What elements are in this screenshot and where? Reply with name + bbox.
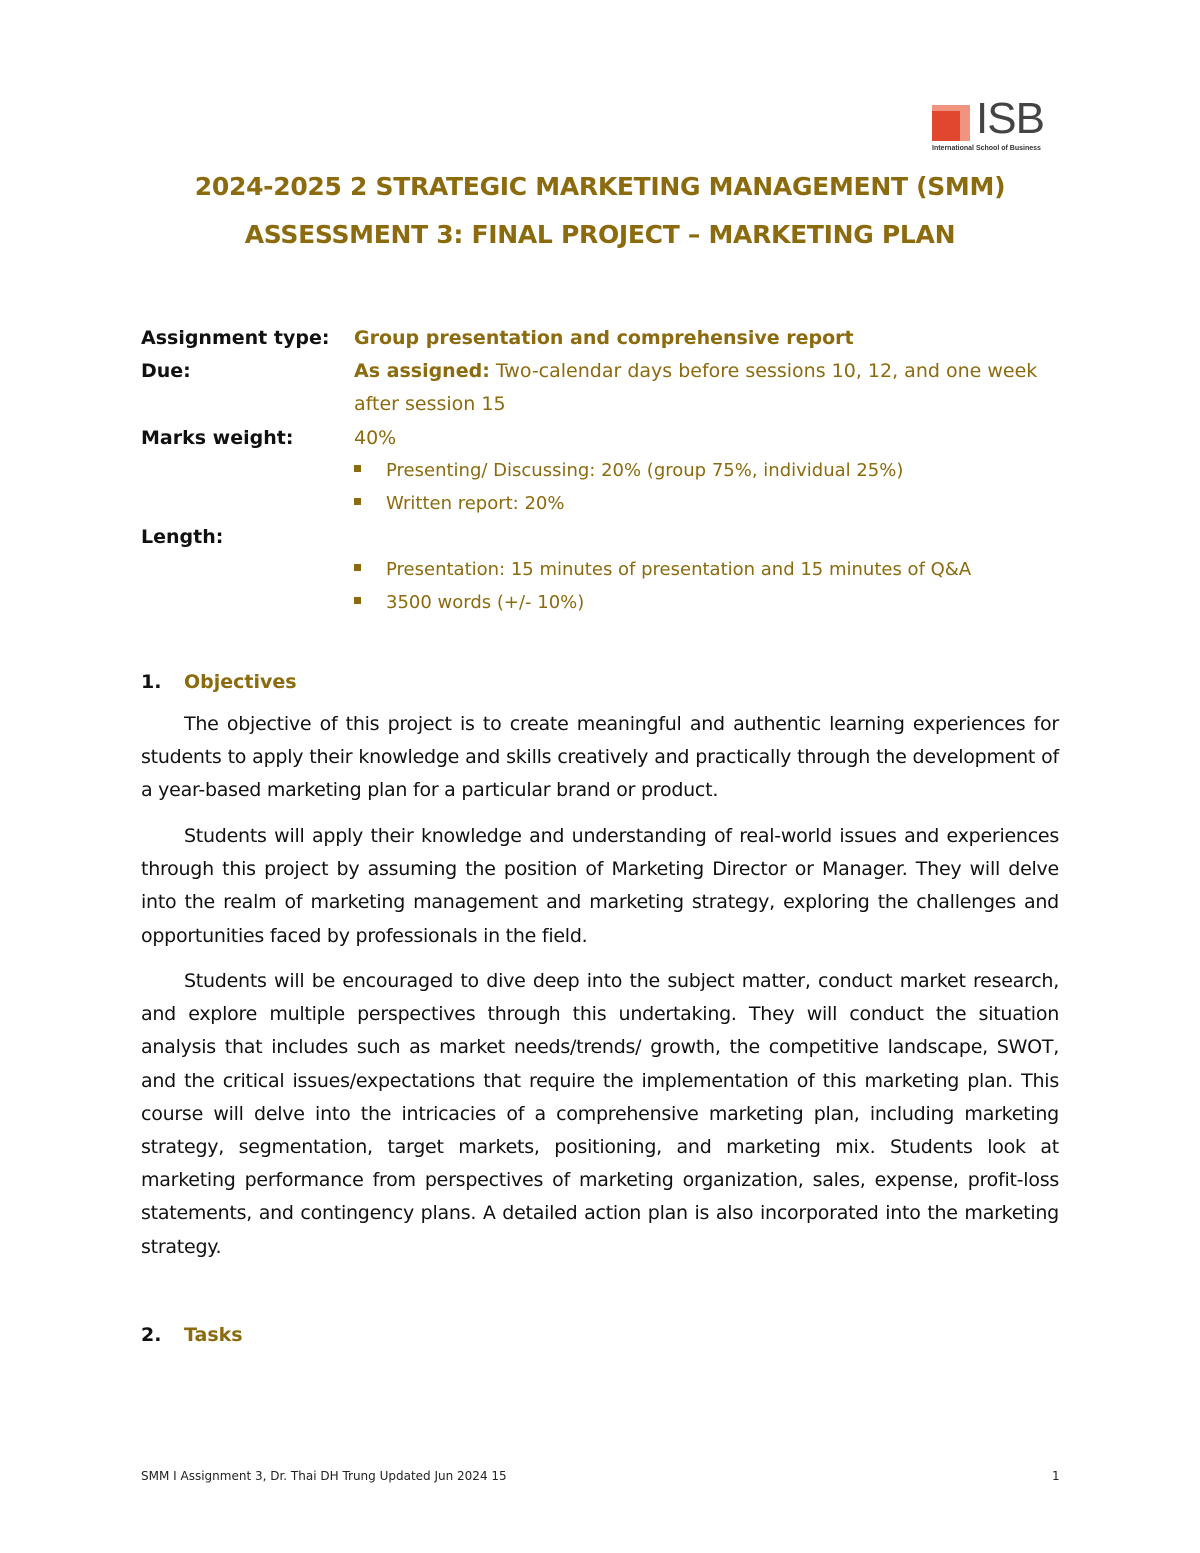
weight-item-text: Written report: 20%: [386, 493, 565, 514]
due-label: Due:: [141, 360, 191, 382]
page-title-line2: ASSESSMENT 3: FINAL PROJECT – MARKETING PLAN: [244, 220, 956, 249]
page-number: 1: [1052, 1469, 1060, 1483]
weight-item-text: Presenting/ Discussing: 20% (group 75%, individual 25%): [386, 460, 904, 481]
length-item-text: Presentation: 15 minutes of presentation and 15 minutes of Q&A: [386, 559, 972, 580]
assignment-type-value: Group presentation and comprehensive report: [354, 327, 854, 349]
due-value: [354, 360, 1037, 382]
due-bold: As assigned:: [354, 360, 490, 382]
assignment-type-label: Assignment type:: [141, 327, 330, 349]
isb-logo: [930, 94, 1060, 153]
section-number: 2.: [141, 1324, 162, 1346]
due-value-line2: after session 15: [354, 393, 506, 415]
logo-subtitle: International School of Business: [932, 145, 1041, 152]
length-item: [354, 592, 584, 613]
section-number: 1.: [141, 671, 162, 693]
isb-logo-mark-icon: [932, 105, 970, 141]
section-title-tasks: Tasks: [184, 1324, 243, 1346]
length-item: [354, 559, 971, 580]
objectives-paragraph-1: The objective of this project is to create meaningful and authentic learning experiences for students to apply their knowledge and skills creatively and practically through the development of a year-based marketing plan for a particular brand or product.: [141, 713, 1059, 802]
weight-item: [354, 493, 564, 514]
objectives-paragraph-3: Students will be encouraged to dive deep into the subject matter, conduct market research, and explore multiple perspectives through this undertaking. They will conduct the situation analysis that includes such as market needs/trends/ growth, the competitive landscape, SWOT, and the critical issues/expectations that require the implementation of this marketing plan. This course will delve into the intricacies of a comprehensive marketing plan, including marketing strategy, segmentation, target markets, positioning, and marketing mix. Students look at marketing performance from perspectives of marketing organization, sales, expense, profit-loss statements, and contingency plans. A detailed action plan is also incorporated into the marketing strategy.: [141, 970, 1059, 1258]
marks-weight-value: 40%: [354, 427, 397, 449]
due-rest: Two-calendar days before sessions 10, 12, and one week: [489, 360, 1038, 382]
weight-item: [354, 460, 903, 481]
logo-text: ISB: [976, 94, 1044, 143]
marks-weight-label: Marks weight:: [141, 427, 294, 449]
bullet-icon: [354, 564, 361, 571]
bullet-icon: [354, 465, 361, 472]
bullet-icon: [354, 597, 361, 604]
section-title-objectives: Objectives: [184, 671, 297, 693]
page-title-line1: 2024-2025 2 STRATEGIC MARKETING MANAGEMENT (SMM): [194, 172, 1006, 201]
objectives-paragraph-2: Students will apply their knowledge and understanding of real-world issues and experiences through this project by assuming the position of Marketing Director or Manager. They will delve into the realm of marketing management and marketing strategy, exploring the challenges and opportunities faced by professionals in the field.: [141, 825, 1059, 947]
length-item-text: 3500 words (+/- 10%): [386, 592, 585, 613]
page-footer: SMM I Assignment 3, Dr. Thai DH Trung Updated Jun 2024 15: [141, 1469, 507, 1483]
length-label: Length:: [141, 526, 224, 548]
bullet-icon: [354, 498, 361, 505]
